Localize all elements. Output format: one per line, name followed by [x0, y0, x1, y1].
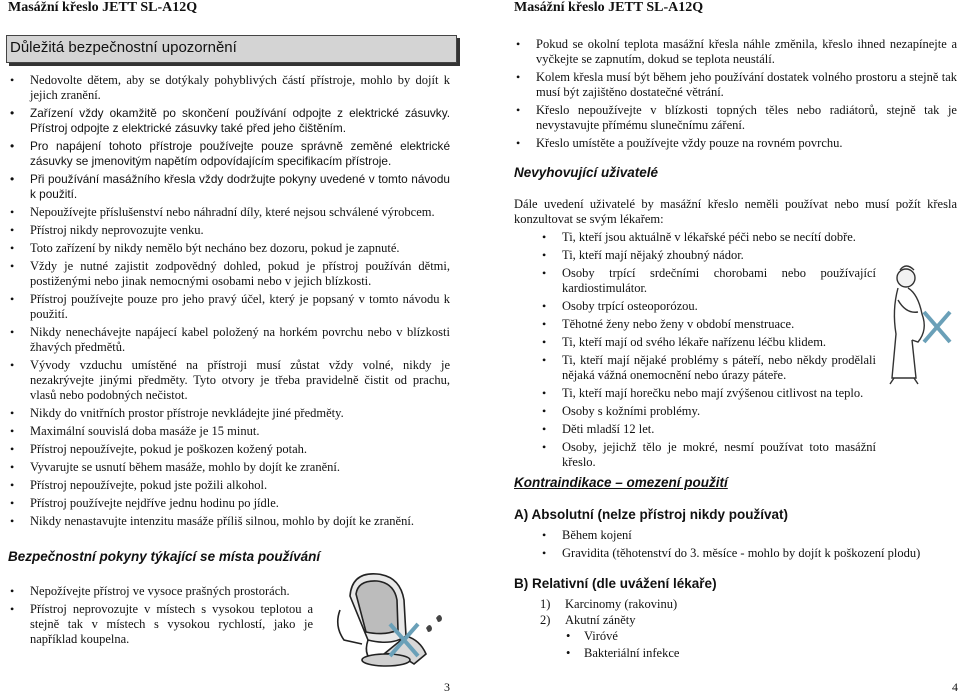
- warning-title-box: [6, 35, 457, 63]
- unsuitable-item: • Osoby s kožními problémy.: [540, 404, 876, 419]
- safety-item: • Přístroj používejte nejdříve jednu hodinu po jídle.: [8, 496, 450, 511]
- relative-item-number: 2): [540, 613, 551, 627]
- safety-item: • Přístroj nikdy neprovozujte venku.: [8, 223, 450, 238]
- environment-list: [514, 37, 957, 154]
- relative-sub-item: • Viróvé: [566, 628, 866, 645]
- environment-item: • Pokud se okolní teplota masážní křesla náhle změnila, křeslo ihned nezapínejte a vyčkejte se zapnutím, dokud se teplota neustálí.: [514, 37, 957, 67]
- safety-item: • Přístroj nepoužívejte, pokud je poškozen kožený potah.: [8, 442, 450, 457]
- unsuitable-users-title: Nevyhovující uživatelé: [514, 165, 659, 180]
- safety-item: • Zařízení vždy okamžitě po skončení používání odpojte z elektrické zásuvky. Přístroj odpojte z elektrické zásuvky také před jeho čištěním.: [8, 106, 450, 136]
- warning-title: Důležitá bezpečnostní upozornění: [10, 39, 237, 56]
- absolute-item: • Během kojení: [540, 528, 960, 543]
- safety-item: • Maximální souvislá doba masáže je 15 minut.: [8, 424, 450, 439]
- environment-item: • Kolem křesla musí být během jeho používání dostatek volného prostoru a stejně tak musí být zajištěno dostatečné větrání.: [514, 70, 957, 100]
- unsuitable-users-list: [540, 230, 876, 473]
- relative-sub-item: • Bakteriální infekce: [566, 645, 866, 662]
- safety-item: • Toto zařízení by nikdy nemělo být necháno bez dozoru, pokud je zapnuté.: [8, 241, 450, 256]
- cross-mark: [924, 312, 950, 342]
- unsuitable-item: • Osoby trpící osteoporózou.: [540, 299, 876, 314]
- right-page-header: Masážní křeslo JETT SL-A12Q: [514, 0, 704, 15]
- pregnant-woman-illustration: [878, 260, 958, 390]
- absolute-contra-list: [540, 528, 960, 564]
- unsuitable-item: • Děti mladší 12 let.: [540, 422, 876, 437]
- contraindications-title: Kontraindikace – omezení použití: [514, 475, 728, 490]
- right-page: [480, 0, 960, 693]
- massage-chair-illustration: [322, 566, 452, 676]
- environment-item: • Křeslo nepoužívejte v blízkosti topných těles nebo radiátorů, stejně tak je nevystavujte přímému slunečnímu záření.: [514, 103, 957, 133]
- unsuitable-item: • Těhotné ženy nebo ženy v období menstruace.: [540, 317, 876, 332]
- place-section-title: Bezpečnostní pokyny týkající se místa používání: [8, 549, 321, 564]
- relative-title: B) Relativní (dle uvážení lékaře): [514, 576, 717, 591]
- place-safety-list: [8, 584, 313, 650]
- relative-sub-list: [566, 628, 866, 662]
- relative-item-text: Karcinomy (rakovinu): [565, 597, 678, 611]
- left-page: [0, 0, 480, 693]
- place-item: • Nepožívejte přístroj ve vysoce prašných prostorách.: [8, 584, 313, 599]
- left-page-number: 3: [444, 680, 450, 694]
- relative-contra-list: [540, 596, 940, 628]
- relative-item: [540, 612, 940, 628]
- relative-item-text: Akutní záněty: [565, 613, 636, 627]
- right-page-number: 4: [952, 680, 958, 694]
- safety-item: • Při používání masážního křesla vždy dodržujte pokyny uvedené v tomto návodu k použití.: [8, 172, 450, 202]
- relative-item-number: 1): [540, 597, 551, 611]
- safety-item: • Nedovolte dětem, aby se dotýkaly pohyblivých částí přístroje, mohlo by dojít k jejich zranění.: [8, 73, 450, 103]
- safety-item: • Nepoužívejte příslušenství nebo náhradní díly, které nejsou schválené výrobcem.: [8, 205, 450, 220]
- left-page-header: Masážní křeslo JETT SL-A12Q: [8, 0, 198, 15]
- unsuitable-item: • Osoby, jejichž tělo je mokré, nesmí používat toto masážní křeslo.: [540, 440, 876, 470]
- absolute-title: A) Absolutní (nelze přístroj nikdy používat): [514, 507, 789, 522]
- unsuitable-item: • Osoby trpící srdečními chorobami nebo používající kardiostimulátor.: [540, 266, 876, 296]
- safety-item: • Vývody vzduchu umístěné na přístroji musí zůstat vždy volné, nikdy je nezakrývejte jinými předměty. Tyto otvory je třeba pravidelně čistit od prachu, vlasů nebo podobných nečistot.: [8, 358, 450, 403]
- safety-item: • Přístroj nepoužívejte, pokud jste požili alkohol.: [8, 478, 450, 493]
- safety-item: • Přístroj používejte pouze pro jeho pravý účel, který je popsaný v tomto návodu k použití.: [8, 292, 450, 322]
- unsuitable-item: • Ti, kteří mají od svého lékaře nařízenu léčbu klidem.: [540, 335, 876, 350]
- safety-warnings-list: [8, 73, 450, 532]
- unsuitable-item: • Ti, kteří mají horečku nebo mají zvýšenou citlivost na teplo.: [540, 386, 876, 401]
- safety-item: • Vyvarujte se usnutí během masáže, mohlo by dojít ke zranění.: [8, 460, 450, 475]
- safety-item: • Pro napájení tohoto přístroje používejte pouze správně zeměné elektrické zásuvky se jmenovitým napětím odpovídajícím specifikacím přístroje.: [8, 139, 450, 169]
- woman-figure: [890, 266, 924, 384]
- safety-item: • Nikdy nenastavujte intenzitu masáže příliš silnou, mohlo by dojít ke zranění.: [8, 514, 450, 529]
- unsuitable-intro: Dále uvedení uživatelé by masážní křeslo neměli používat nebo musí požít křesla konzultovat se svým lékařem:: [514, 197, 957, 226]
- environment-item: • Křeslo umístěte a používejte vždy pouze na rovném povrchu.: [514, 136, 957, 151]
- unsuitable-item: • Ti, kteří mají nějaké problémy s páteří, nebo někdy prodělali nějaká vážná onemocnění nebo úrazy páteře.: [540, 353, 876, 383]
- safety-item: • Vždy je nutné zajistit zodpovědný dohled, pokud je přístroj používán dětmi, postiženými nebo jinak nemocnými osobami nebo v jejich blízkosti.: [8, 259, 450, 289]
- unsuitable-item: • Ti, kteří jsou aktuálně v lékařské péči nebo se necítí dobře.: [540, 230, 876, 245]
- absolute-item: • Gravidita (těhotenství do 3. měsíce - mohlo by dojít k poškození plodu): [540, 546, 960, 561]
- unsuitable-item: • Ti, kteří mají nějaký zhoubný nádor.: [540, 248, 876, 263]
- relative-item: [540, 596, 940, 612]
- water-drops: [426, 615, 442, 632]
- safety-item: • Nikdy nenechávejte napájecí kabel položený na horkém povrchu nebo v blízkosti žhavých předmětů.: [8, 325, 450, 355]
- safety-item: • Nikdy do vnitřních prostor přístroje nevkládejte jiné předměty.: [8, 406, 450, 421]
- place-item: • Přístroj neprovozujte v místech s vysokou teplotou a stejně tak v místech s vysokou rychlostí, jako je například koupelna.: [8, 602, 313, 647]
